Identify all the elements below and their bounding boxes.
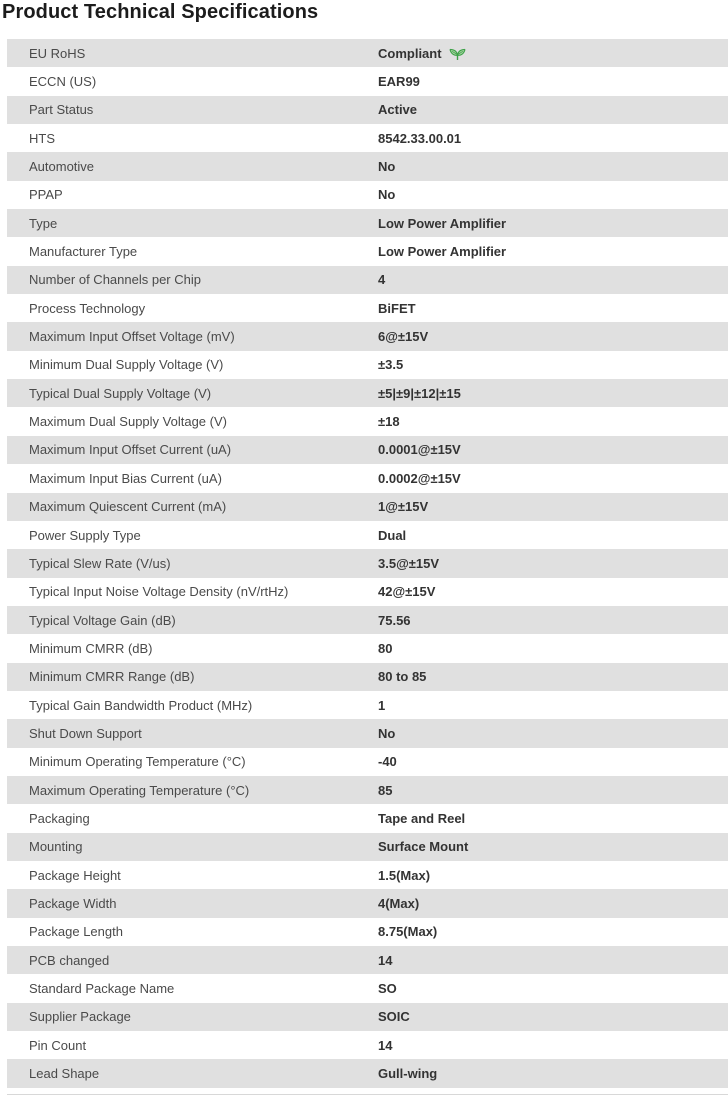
spec-value: ±18	[378, 414, 400, 430]
table-row	[7, 266, 728, 294]
spec-label: PCB changed	[29, 952, 110, 968]
spec-value: 0.0001@±15V	[378, 442, 461, 458]
spec-value: ±3.5	[378, 357, 404, 373]
table-row	[7, 67, 728, 95]
spec-value-cell	[378, 584, 728, 599]
spec-label: Minimum CMRR Range (dB)	[29, 669, 195, 685]
table-row	[7, 663, 728, 691]
spec-label: Minimum Dual Supply Voltage (V)	[29, 357, 224, 373]
specifications-table	[7, 39, 728, 1088]
spec-label: Lead Shape	[29, 1066, 100, 1082]
spec-value-cell	[378, 272, 728, 287]
table-row	[7, 521, 728, 549]
spec-value-cell	[378, 924, 728, 939]
spec-value: Compliant	[378, 45, 442, 61]
spec-label: HTS	[29, 130, 55, 146]
spec-value-cell	[378, 102, 728, 117]
spec-label: ECCN (US)	[29, 74, 97, 90]
spec-value-cell	[378, 1038, 728, 1053]
table-row	[7, 464, 728, 492]
spec-value: 4	[378, 272, 386, 288]
spec-label: Maximum Input Offset Current (uA)	[29, 442, 232, 458]
table-row	[7, 181, 728, 209]
spec-value-cell	[378, 244, 728, 259]
table-row	[7, 691, 728, 719]
table-row	[7, 634, 728, 662]
spec-label: Manufacturer Type	[29, 244, 138, 260]
spec-value: 42@±15V	[378, 584, 436, 600]
spec-label: Maximum Input Bias Current (uA)	[29, 470, 222, 486]
spec-value: Dual	[378, 527, 407, 543]
spec-value: Low Power Amplifier	[378, 244, 507, 260]
spec-value: BiFET	[378, 300, 416, 316]
spec-value-cell	[378, 159, 728, 174]
spec-value-cell	[378, 868, 728, 883]
table-row	[7, 351, 728, 379]
spec-label: Shut Down Support	[29, 725, 142, 741]
spec-value: Low Power Amplifier	[378, 215, 507, 231]
spec-value: -40	[378, 754, 397, 770]
spec-value: SOIC	[378, 1009, 410, 1025]
table-row	[7, 861, 728, 889]
spec-value-cell	[378, 953, 728, 968]
spec-label: Typical Slew Rate (V/us)	[29, 555, 171, 571]
spec-value: 80 to 85	[378, 669, 427, 685]
table-row	[7, 606, 728, 634]
spec-value: 75.56	[378, 612, 411, 628]
spec-label: Maximum Quiescent Current (mA)	[29, 499, 227, 515]
table-row	[7, 776, 728, 804]
table-row	[7, 974, 728, 1002]
table-row	[7, 493, 728, 521]
spec-label: EU RoHS	[29, 45, 86, 61]
spec-value: Active	[378, 102, 418, 118]
spec-value: ±5|±9|±12|±15	[378, 385, 461, 401]
spec-value: No	[378, 187, 396, 203]
table-row	[7, 748, 728, 776]
table-row	[7, 152, 728, 180]
spec-label: Part Status	[29, 102, 94, 118]
spec-value-cell	[378, 613, 728, 628]
spec-value: 14	[378, 1037, 393, 1053]
spec-value-cell	[378, 811, 728, 826]
spec-value: 0.0002@±15V	[378, 470, 461, 486]
spec-value-cell	[378, 528, 728, 543]
spec-value-cell	[378, 726, 728, 741]
spec-label: Maximum Dual Supply Voltage (V)	[29, 414, 227, 430]
table-row	[7, 237, 728, 265]
spec-label: Packaging	[29, 810, 90, 826]
spec-value-cell	[378, 783, 728, 798]
spec-label: Minimum Operating Temperature (°C)	[29, 754, 246, 770]
table-row	[7, 918, 728, 946]
spec-value: No	[378, 159, 396, 175]
table-row	[7, 124, 728, 152]
spec-value-cell	[378, 74, 728, 89]
table-row	[7, 1031, 728, 1059]
spec-value: 6@±15V	[378, 329, 429, 345]
spec-value-cell	[378, 641, 728, 656]
table-row	[7, 833, 728, 861]
table-row	[7, 549, 728, 577]
spec-value-cell	[378, 131, 728, 146]
table-row	[7, 39, 728, 67]
spec-label: Mounting	[29, 839, 83, 855]
eco-leaf-icon	[449, 47, 466, 61]
spec-label: Typical Dual Supply Voltage (V)	[29, 385, 212, 401]
spec-label: Typical Input Noise Voltage Density (nV/rtHz)	[29, 584, 289, 600]
table-row	[7, 889, 728, 917]
spec-label: Supplier Package	[29, 1009, 131, 1025]
table-row	[7, 407, 728, 435]
spec-value-cell	[378, 46, 728, 61]
spec-label: Number of Channels per Chip	[29, 272, 201, 288]
spec-value-cell	[378, 896, 728, 911]
spec-label: Power Supply Type	[29, 527, 141, 543]
spec-value-cell	[378, 414, 728, 429]
spec-label: Process Technology	[29, 300, 146, 316]
spec-label: Type	[29, 215, 58, 231]
table-row	[7, 322, 728, 350]
spec-value-cell	[378, 981, 728, 996]
table-row	[7, 719, 728, 747]
spec-value: Tape and Reel	[378, 810, 466, 826]
table-row	[7, 294, 728, 322]
spec-label: Typical Voltage Gain (dB)	[29, 612, 176, 628]
spec-value-cell	[378, 301, 728, 316]
table-row	[7, 946, 728, 974]
spec-value: No	[378, 725, 396, 741]
spec-label: Maximum Operating Temperature (°C)	[29, 782, 250, 798]
spec-label: Minimum CMRR (dB)	[29, 640, 153, 656]
spec-value: 85	[378, 782, 393, 798]
spec-value-cell	[378, 386, 728, 401]
table-row	[7, 209, 728, 237]
spec-value: 4(Max)	[378, 895, 420, 911]
spec-value: 8542.33.00.01	[378, 130, 462, 146]
table-row	[7, 1003, 728, 1031]
spec-value-cell	[378, 669, 728, 684]
spec-value-cell	[378, 1009, 728, 1024]
spec-label: Package Width	[29, 895, 117, 911]
table-row	[7, 804, 728, 832]
spec-value-cell	[378, 754, 728, 769]
spec-label: Package Length	[29, 924, 123, 940]
spec-value-cell	[378, 216, 728, 231]
spec-value: Surface Mount	[378, 839, 469, 855]
table-row	[7, 379, 728, 407]
spec-value: 1.5(Max)	[378, 867, 431, 883]
spec-value: 14	[378, 952, 393, 968]
spec-label: Typical Gain Bandwidth Product (MHz)	[29, 697, 253, 713]
spec-value-cell	[378, 499, 728, 514]
spec-label: Package Height	[29, 867, 121, 883]
spec-label: Standard Package Name	[29, 981, 175, 997]
spec-label: Automotive	[29, 159, 95, 175]
spec-value: 3.5@±15V	[378, 555, 440, 571]
spec-value-cell	[378, 187, 728, 202]
spec-value-cell	[378, 471, 728, 486]
table-row	[7, 1059, 728, 1087]
spec-label: Maximum Input Offset Voltage (mV)	[29, 329, 235, 345]
spec-label: PPAP	[29, 187, 63, 203]
spec-value-cell	[378, 442, 728, 457]
spec-value: 8.75(Max)	[378, 924, 438, 940]
page-title: Product Technical Specifications	[2, 1, 319, 23]
spec-label: Pin Count	[29, 1037, 87, 1053]
spec-value: SO	[378, 981, 397, 997]
spec-value-cell	[378, 329, 728, 344]
spec-value-cell	[378, 357, 728, 372]
table-row	[7, 96, 728, 124]
spec-value: 1	[378, 697, 386, 713]
table-row	[7, 436, 728, 464]
table-row	[7, 578, 728, 606]
spec-value: EAR99	[378, 74, 420, 90]
spec-value-cell	[378, 698, 728, 713]
spec-value: 80	[378, 640, 393, 656]
spec-value: 1@±15V	[378, 499, 429, 515]
spec-value-cell	[378, 556, 728, 571]
spec-value: Gull-wing	[378, 1066, 438, 1082]
spec-value-cell	[378, 839, 728, 854]
spec-value-cell	[378, 1066, 728, 1081]
table-bottom-divider	[7, 1094, 728, 1095]
